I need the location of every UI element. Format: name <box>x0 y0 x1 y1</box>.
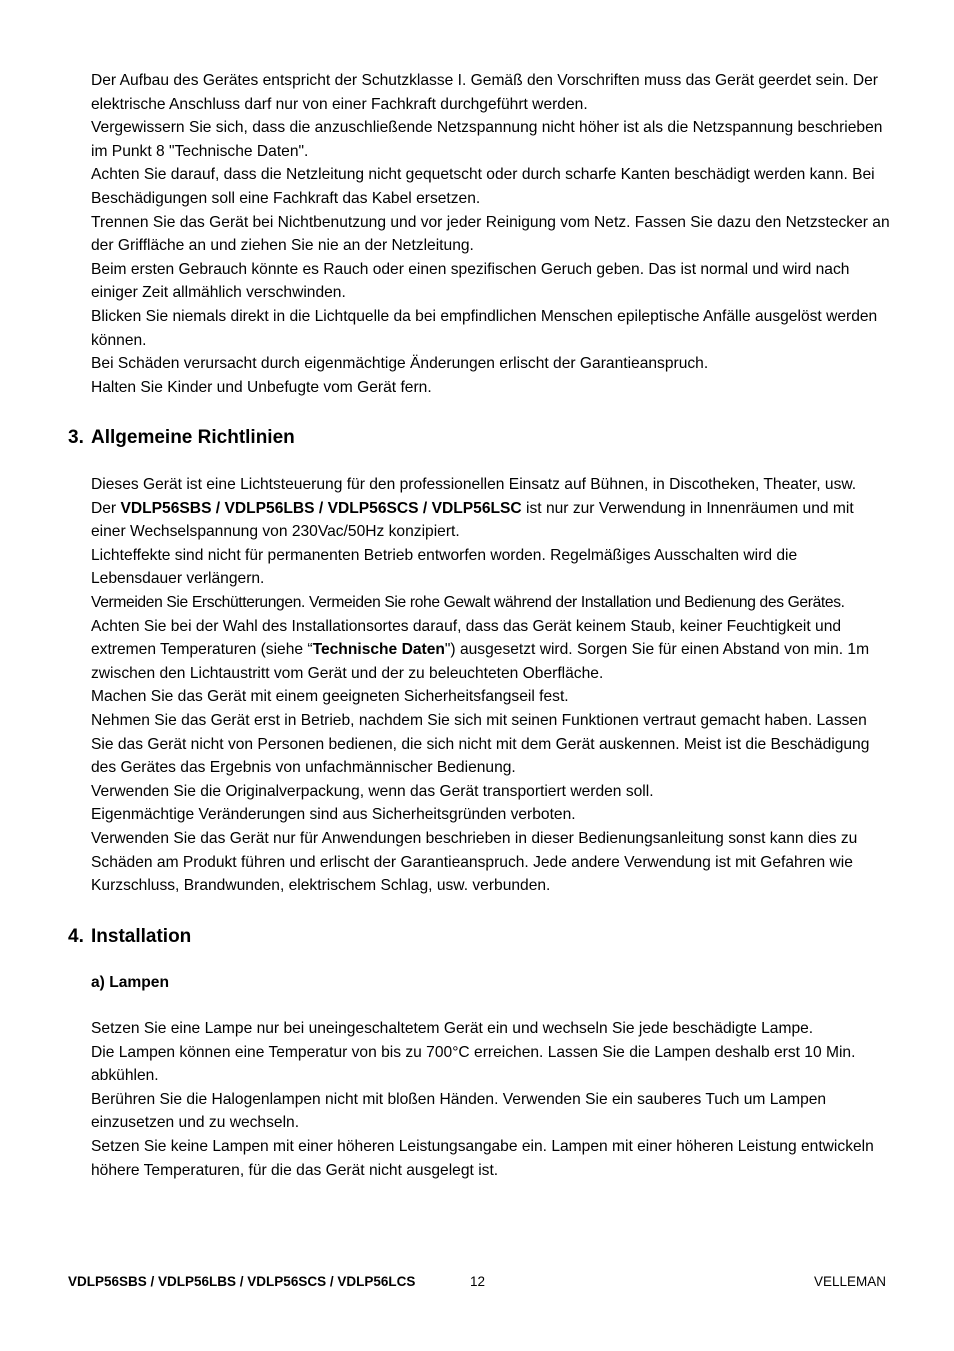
paragraph: Halten Sie Kinder und Unbefugte vom Gerät fern. <box>91 378 432 396</box>
page-number: 12 <box>470 1274 486 1289</box>
paragraph: Vergewissern Sie sich, dass die anzuschließende Netzspannung nicht höher ist als die Netzspannung beschrieben im Punkt 8 "Technische Daten". <box>91 119 883 160</box>
paragraph: Eigenmächtige Veränderungen sind aus Sicherheitsgründen verboten. <box>91 806 576 824</box>
footer-brand: VELLEMAN <box>813 1274 886 1289</box>
lamp-instructions <box>91 1017 891 1182</box>
model-names: VDLP56SBS / VDLP56LBS / VDLP56SCS / VDLP56LSC <box>120 499 522 517</box>
paragraph: Verwenden Sie die Originalverpackung, wenn das Gerät transportiert werden soll. <box>91 782 654 800</box>
paragraph: Bei Schäden verursacht durch eigenmächtige Änderungen erlischt der Garantieanspruch. <box>91 355 709 373</box>
section-heading <box>68 925 191 949</box>
paragraph: Die Lampen können eine Temperatur von bis zu 700°C erreichen. Lassen Sie die Lampen deshalb erst 10 Min. abkühlen. <box>91 1043 856 1085</box>
paragraph <box>91 497 891 544</box>
paragraph: Beim ersten Gebrauch könnte es Rauch oder einen spezifischen Geruch geben. Das ist normal und wird nach einiger Zeit allmählich verschwinden. <box>91 260 850 302</box>
paragraph: Der Aufbau des Gerätes entspricht der Schutzklasse I. Gemäß den Vorschriften muss das Gerät geerdet sein. Der elektrische Anschluss darf nur von einer Fachkraft durchgeführt werden. <box>91 72 878 113</box>
paragraph: Verwenden Sie das Gerät nur für Anwendungen beschrieben in dieser Bedienungsanleitung sonst kann dies zu Schäden am Produkt führen und erlischt der Garantieanspruch. Jede andere Verwendung ist mit Gefahren wie Kurzschluss, Brandwunden, elektrischem Schlag, usw. verbunden. <box>91 829 858 895</box>
paragraph: Dieses Gerät ist eine Lichtsteuerung für den professionellen Einsatz auf Bühnen, in Discotheken, Theater, usw. <box>91 476 857 493</box>
paragraph: Lichteffekte sind nicht für permanenten Betrieb entworfen worden. Regelmäßiges Ausschalten wird die Lebensdauer verlängern. <box>91 546 798 588</box>
section-number: 4. <box>68 926 84 947</box>
section-title: Installation <box>91 926 192 947</box>
paragraph: Trennen Sie das Gerät bei Nichtbenutzung und vor jeder Reinigung vom Netz. Fassen Sie dazu den Netzstecker an der Griffläche an und ziehen Sie nie an der Netzleitung. <box>91 213 890 255</box>
reference-technical-data: Technische Daten <box>312 641 445 659</box>
paragraph: Nehmen Sie das Gerät erst in Betrieb, nachdem Sie sich mit seinen Funktionen vertraut gemacht haben. Lassen Sie das Gerät nicht von Personen bedienen, die sich nicht mit dem Gerät auskennen. Meist ist die Beschädigung des Gerätes das Ergebnis von unfachmännischer Bedienung. <box>91 711 870 777</box>
paragraph <box>91 615 891 686</box>
text-run: Achten Sie bei der Wahl des Installationsortes darauf, dass das Gerät keinem Staub, keiner Feuchtigkeit und extremen Temperaturen (siehe “ <box>91 617 842 659</box>
paragraph: Setzen Sie eine Lampe nur bei uneingeschaltetem Gerät ein und wechseln Sie jede beschädigte Lampe. <box>91 1020 814 1037</box>
general-guidelines <box>91 473 891 898</box>
paragraph: Vermeiden Sie Erschütterungen. Vermeiden Sie rohe Gewalt während der Installation und Bedienung des Gerätes. <box>91 593 845 611</box>
text-run: ist nur zur Verwendung in Innenräumen und mit einer Wechselspannung von 230Vac/50Hz konzipiert. <box>91 499 854 541</box>
footer-models: VDLP56SBS / VDLP56LBS / VDLP56SCS / VDLP56LCS <box>68 1274 416 1289</box>
paragraph: Achten Sie darauf, dass die Netzleitung nicht gequetscht oder durch scharfe Kanten beschädigt werden kann. Bei Beschädigungen soll eine Fachkraft das Kabel ersetzen. <box>91 166 875 207</box>
section-heading <box>68 426 295 450</box>
paragraph: Blicken Sie niemals direkt in die Lichtquelle da bei empfindlichen Menschen epileptische Anfälle ausgelöst werden können. <box>91 307 878 349</box>
text-run: ") ausgesetzt wird. Sorgen Sie für einen Abstand von min. 1m zwischen den Lichtaustritt vom Gerät und der zu beleuchteten Oberfläche. <box>91 641 870 682</box>
subsection-heading: a) Lampen <box>91 974 169 991</box>
paragraph: Machen Sie das Gerät mit einem geeigneten Sicherheitsfangseil fest. <box>91 688 569 706</box>
paragraph: Berühren Sie die Halogenlampen nicht mit bloßen Händen. Verwenden Sie ein sauberes Tuch um Lampen einzusetzen und zu wechseln. <box>91 1090 827 1132</box>
section-number: 3. <box>68 427 84 448</box>
section-title: Allgemeine Richtlinien <box>91 427 295 448</box>
safety-notes <box>91 69 891 399</box>
paragraph: Setzen Sie keine Lampen mit einer höheren Leistungsangabe ein. Lampen mit einer höheren Leistung entwickeln höhere Temperaturen, für die das Gerät nicht ausgelegt ist. <box>91 1137 874 1179</box>
text-run: Der <box>91 499 121 517</box>
